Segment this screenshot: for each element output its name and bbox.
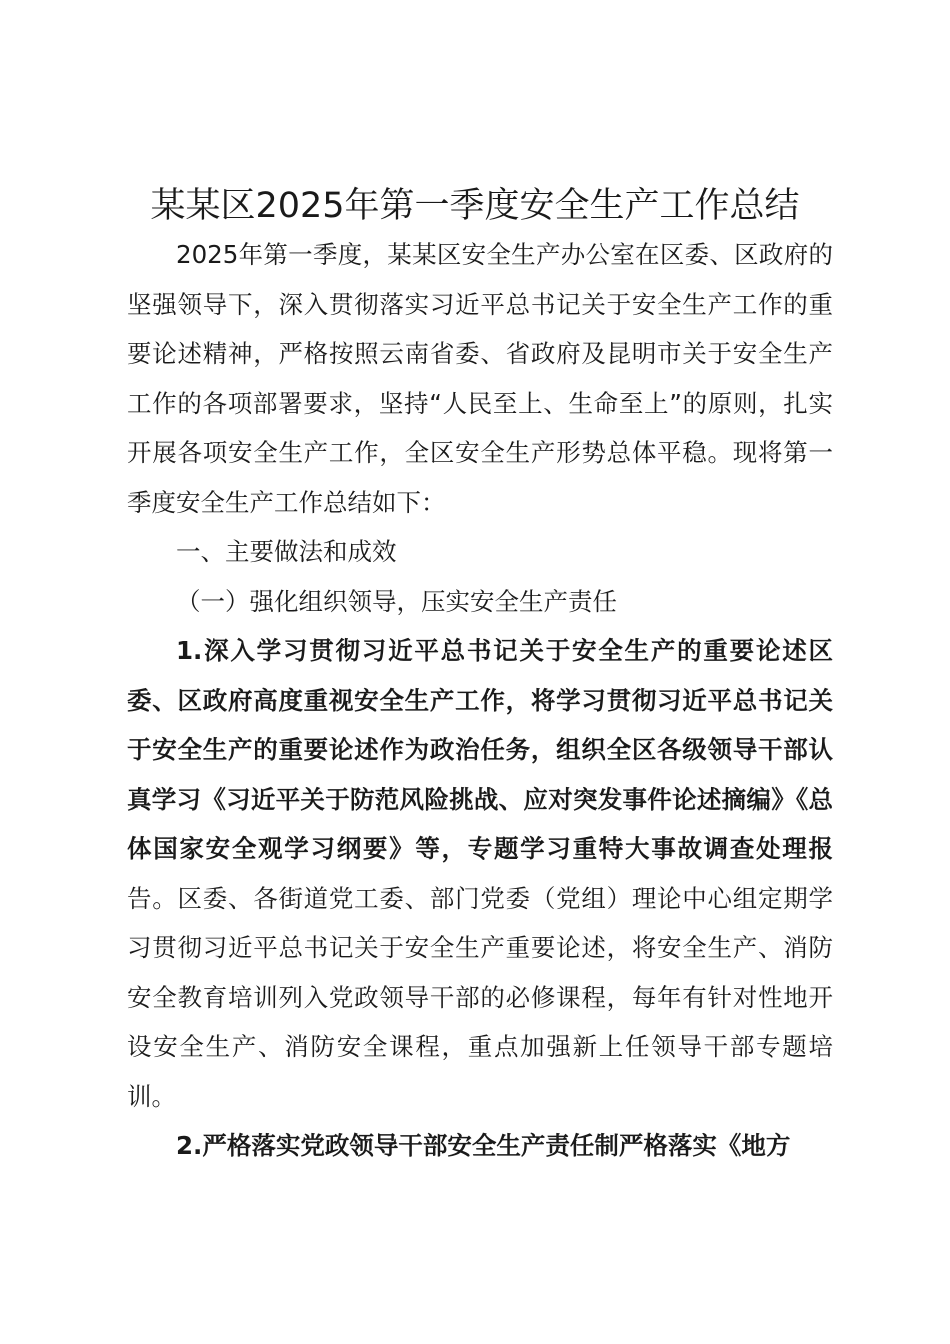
item-1-bold-text: 1.深入学习贯彻习近平总书记关于安全生产的重要论述区委、区政府高度重视安全生产工作，将学习贯彻习近平总书记关于安全生产的重要论述作为政治任务，组织全区各级领导干部认真学习《习近平关于防范风险挑战、应对突发事件论述摘编》《总体国家安全观学习纲要》等，专题学习重特大事故调查处理报: [127, 636, 833, 863]
document-body: [127, 230, 833, 1171]
item-2-bold-text: 2.严格落实党政领导干部安全生产责任制严格落实《地方: [176, 1131, 791, 1160]
section-heading-1: 一、主要做法和成效: [176, 537, 397, 566]
item-1-paragraph: [127, 626, 833, 1121]
item-2-paragraph: [127, 1121, 833, 1171]
intro-paragraph: 2025年第一季度，某某区安全生产办公室在区委、区政府的坚强领导下，深入贯彻落实习近平总书记关于安全生产工作的重要论述精神，严格按照云南省委、省政府及昆明市关于安全生产工作的各项部署要求，坚持“人民至上、生命至上”的原则，扎实开展各项安全生产工作，全区安全生产形势总体平稳。现将第一季度安全生产工作总结如下：: [127, 240, 833, 517]
document-title: 某某区2025年第一季度安全生产工作总结: [150, 186, 800, 226]
item-1-text: 告。区委、各街道党工委、部门党委（党组）理论中心组定期学习贯彻习近平总书记关于安全生产重要论述，将安全生产、消防安全教育培训列入党政领导干部的必修课程，每年有针对性地开设安全生产、消防安全课程，重点加强新上任领导干部专题培训。: [127, 883, 833, 1111]
section-heading-1-1: （一）强化组织领导，压实安全生产责任: [176, 586, 617, 616]
